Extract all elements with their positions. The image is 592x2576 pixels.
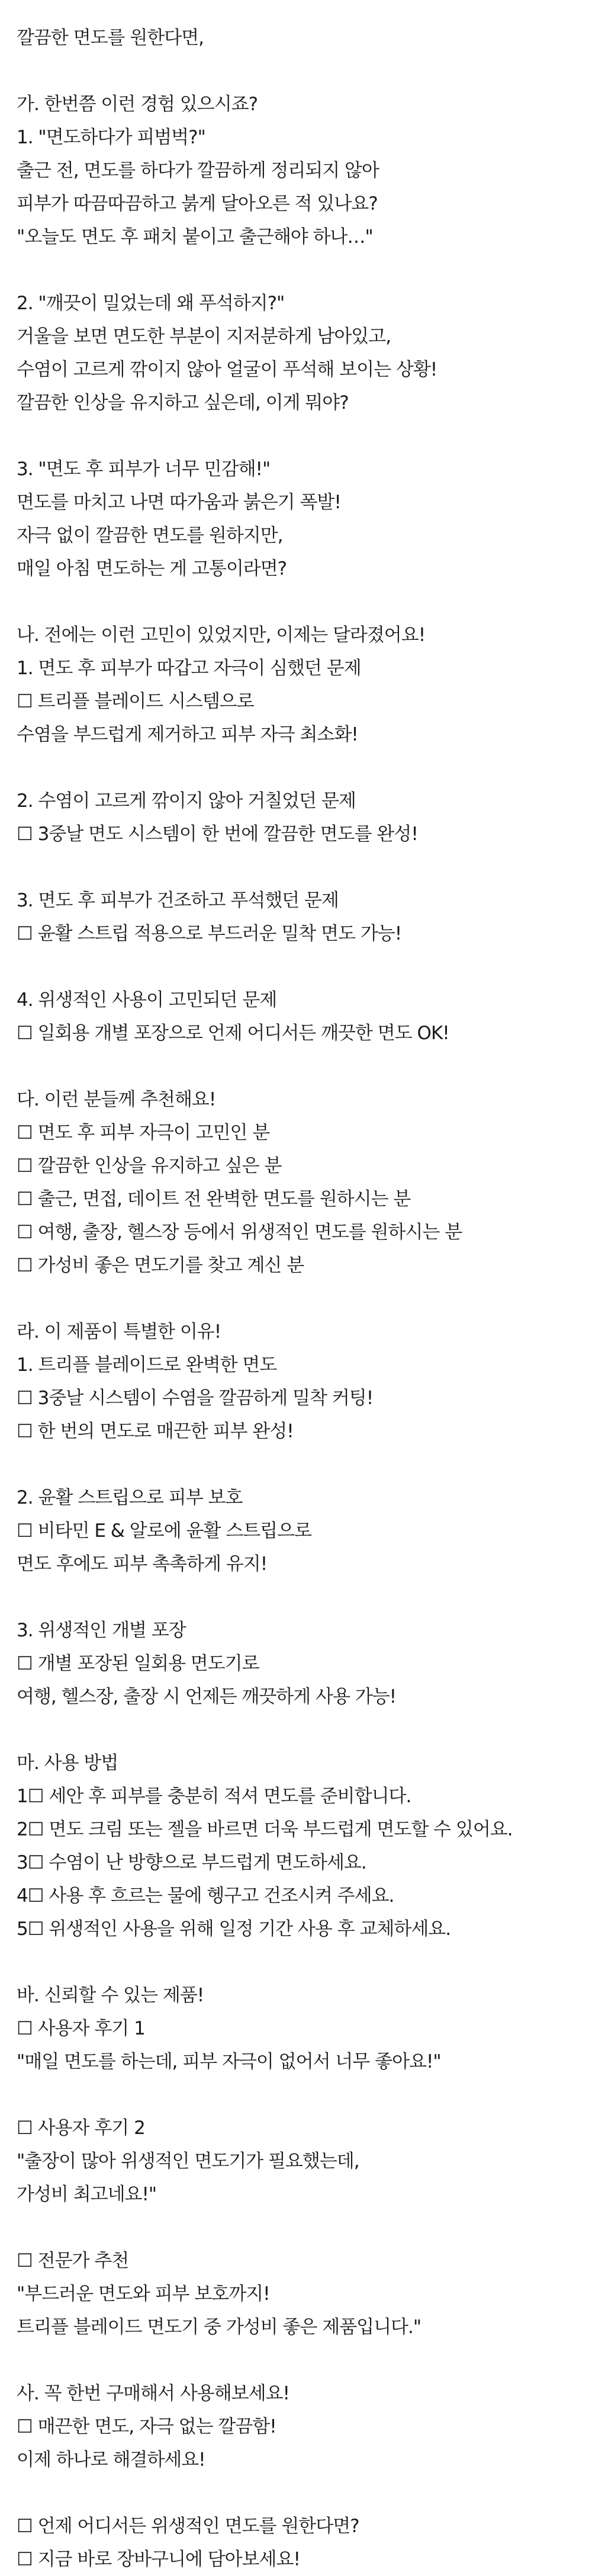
text-line: ☐ 출근, 면접, 데이트 전 완벽한 면도를 원하시는 분 <box>17 1188 411 1210</box>
text-line: 3. 위생적인 개별 포장 <box>17 1620 186 1641</box>
text-line: ☐ 일회용 개별 포장으로 언제 어디서든 깨끗한 면도 OK! <box>17 1023 449 1044</box>
text-line: 4☐ 사용 후 흐르는 물에 헹구고 건조시켜 주세요. <box>17 1885 394 1907</box>
text-line: 깔끔한 인상을 유지하고 싶은데, 이게 뭐야? <box>17 392 349 414</box>
text-line <box>17 55 575 88</box>
text-line: ☐ 여행, 출장, 헬스장 등에서 위생적인 면도를 원하시는 분 <box>17 1222 462 1243</box>
text-line: ☐ 전문가 추천 <box>17 2250 129 2271</box>
text-line: 수염이 고르게 깎이지 않아 얼굴이 푸석해 보이는 상황! <box>17 359 437 380</box>
text-line: 라. 이 제품이 특별한 이유! <box>17 1321 221 1343</box>
text-line <box>17 1282 575 1315</box>
text-line: 1. 트리플 블레이드로 완벽한 면도 <box>17 1354 277 1376</box>
text-line: 사. 꼭 한번 구매해서 사용해보세요! <box>17 2383 289 2404</box>
text-line: "출장이 많아 위생적인 면도기가 필요했는데, <box>17 2151 359 2172</box>
text-line <box>17 851 575 884</box>
text-line: ☐ 사용자 후기 2 <box>17 2117 145 2139</box>
text-line: ☐ 깔끔한 인상을 유지하고 싶은 분 <box>17 1155 282 1177</box>
text-line: 2. "깨끗이 밀었는데 왜 푸석하지?" <box>17 293 285 314</box>
text-line: 가성비 최고네요!" <box>17 2184 157 2205</box>
text-line: ☐ 개별 포장된 일회용 면도기로 <box>17 1653 259 1674</box>
text-line: 면도를 마치고 나면 따가움과 붉은기 폭발! <box>17 492 341 513</box>
text-line: 2. 수염이 고르게 깎이지 않아 거칠었던 문제 <box>17 790 356 812</box>
text-line <box>17 2344 575 2377</box>
text-line <box>17 1050 575 1083</box>
text-line: ☐ 면도 후 피부 자극이 고민인 분 <box>17 1122 270 1143</box>
text-line: ☐ 3중날 면도 시스템이 한 번에 깔끔한 면도를 완성! <box>17 824 418 845</box>
text-line: ☐ 3중날 시스템이 수염을 깔끔하게 밀착 커팅! <box>17 1388 374 1409</box>
text-line: ☐ 비타민 E & 알로에 윤활 스트립으로 <box>17 1520 311 1542</box>
text-line: ☐ 한 번의 면도로 매끈한 피부 완성! <box>17 1421 294 1442</box>
text-line: 나. 전에는 이런 고민이 있었지만, 이제는 달라졌어요! <box>17 624 426 646</box>
text-line: ☐ 트리플 블레이드 시스템으로 <box>17 691 254 712</box>
text-line: 4. 위생적인 사용이 고민되던 문제 <box>17 989 277 1011</box>
text-line: 1. 면도 후 피부가 따갑고 자극이 심했던 문제 <box>17 658 361 679</box>
text-line: 트리플 블레이드 면도기 중 가성비 좋은 제품입니다." <box>17 2317 422 2338</box>
text-line: 매일 아침 면도하는 게 고통이라면? <box>17 558 287 579</box>
text-line <box>17 419 575 453</box>
text-line <box>17 585 575 619</box>
text-line <box>17 1581 575 1614</box>
text-line <box>17 751 575 784</box>
text-line: "부드러운 면도와 피부 보호까지! <box>17 2283 270 2305</box>
text-line: 3. 면도 후 피부가 건조하고 푸석했던 문제 <box>17 890 339 911</box>
text-line: ☐ 윤활 스트립 적용으로 부드러운 밀착 면도 가능! <box>17 923 402 944</box>
text-line: 1. "면도하다가 피범벅?" <box>17 127 205 148</box>
text-line: 피부가 따끔따끔하고 붉게 달아오른 적 있나요? <box>17 193 378 214</box>
text-line: ☐ 매끈한 면도, 자극 없는 깔끔함! <box>17 2416 276 2437</box>
text-line: 이제 하나로 해결하세요! <box>17 2449 205 2471</box>
text-line: ☐ 가성비 좋은 면도기를 찾고 계신 분 <box>17 1255 304 1276</box>
text-line <box>17 1946 575 1979</box>
text-line: 깔끔한 면도를 원한다면, <box>17 27 204 49</box>
text-line <box>17 1713 575 1747</box>
text-line: 수염을 부드럽게 제거하고 피부 자극 최소화! <box>17 724 358 745</box>
text-line: 3☐ 수염이 난 방향으로 부드럽게 면도하세요. <box>17 1852 366 1873</box>
text-line: ☐ 언제 어디서든 위생적인 면도를 원한다면? <box>17 2516 359 2537</box>
text-line: 마. 사용 방법 <box>17 1752 118 1774</box>
text-line: "오늘도 면도 후 패치 붙이고 출근해야 하나…" <box>17 226 373 248</box>
text-line <box>17 1448 575 1481</box>
text-line: 출근 전, 면도를 하다가 깔끔하게 정리되지 않아 <box>17 160 379 181</box>
text-line: 5☐ 위생적인 사용을 위해 일정 기간 사용 후 교체하세요. <box>17 1918 451 1940</box>
text-line: 다. 이런 분들께 추천해요! <box>17 1089 216 1110</box>
text-line: 1☐ 세안 후 피부를 충분히 적셔 면도를 준비합니다. <box>17 1786 411 1807</box>
text-line: 자극 없이 깔끔한 면도를 원하지만, <box>17 525 283 546</box>
text-line: 2. 윤활 스트립으로 피부 보호 <box>17 1487 243 1508</box>
text-line: 가. 한번쯤 이런 경험 있으시죠? <box>17 94 258 115</box>
text-line <box>17 2476 575 2510</box>
text-line <box>17 2078 575 2112</box>
text-line: 3. "면도 후 피부가 너무 민감해!" <box>17 459 271 480</box>
text-line: 거울을 보면 면도한 부분이 지저분하게 남아있고, <box>17 326 391 347</box>
text-line: ☐ 지금 바로 장바구니에 담아보세요! <box>17 2549 300 2570</box>
text-line: 2☐ 면도 크림 또는 젤을 바르면 더욱 부드럽게 면도할 수 있어요. <box>17 1819 513 1840</box>
text-line <box>17 2211 575 2244</box>
text-line: "매일 면도를 하는데, 피부 자극이 없어서 너무 좋아요!" <box>17 2051 441 2072</box>
text-line: ☐ 사용자 후기 1 <box>17 2018 145 2039</box>
text-line <box>17 254 575 287</box>
text-line: 바. 신뢰할 수 있는 제품! <box>17 1985 204 2006</box>
text-line <box>17 950 575 983</box>
text-line: 여행, 헬스장, 출장 시 언제든 깨끗하게 사용 가능! <box>17 1686 397 1707</box>
text-line: 면도 후에도 피부 촉촉하게 유지! <box>17 1553 268 1575</box>
